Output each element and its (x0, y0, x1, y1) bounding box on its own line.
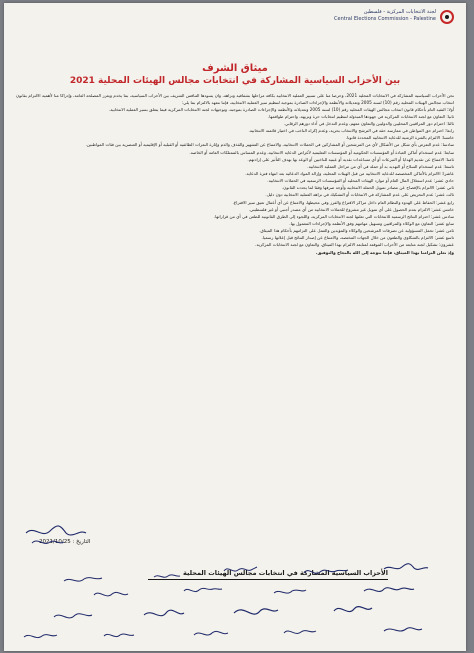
charter-item: أولا: التقيد التام بأحكام قانون انتخاب مجالس الهيئات المحلية رقم (10) لسنة 2005 وتعديلاته والأنظمة والإجراءات الصادرة بموجبه، وتوجيهات لجنة الانتخابات المركزية فيما يتعلق بسير العملية الانتخابية. (108, 106, 454, 112)
cec-logo-icon (440, 10, 454, 24)
signature (104, 634, 134, 637)
charter-item: رابع عشر: الحفاظ على الهدوء والنظام العام داخل مراكز الاقتراع والفرز وفي محيطها، والامتناع عن أي أعمال تعيق سير الاقتراع. (232, 199, 454, 205)
signature (54, 614, 92, 618)
charter-item: سابع عشر: التعاون مع الوكلاء والمراقبين وتسهيل مهامهم وفق الأنظمة والإجراءات المعمول بها. (289, 220, 454, 226)
charter-item: خامسا: الالتزام بالفترة الزمنية للدعاية الانتخابية المحددة قانونا. (345, 135, 454, 141)
date-value: 2021/10/25 (39, 539, 71, 545)
charter-item: تاسعا: عدم استخدام السلاح أو التهديد به أو حمله في أي من مراحل العملية الانتخابية. (307, 163, 454, 169)
signature (64, 578, 102, 582)
charter-body (16, 93, 454, 257)
charter-item: سادسا: عدم التعرض بأي شكل من الأشكال لأي من المرشحين أو المشاركين في الحملات الانتخابية، والامتناع عن التشهير والقذف والذم وإثارة النعرات الطائفية أو القبلية أو الإقليمية أو العنصرية بين فئات المواطنين. (85, 142, 454, 148)
signature (384, 628, 422, 631)
signature (154, 575, 180, 577)
charter-item: ثانيا: التعاون مع لجنة الانتخابات المركزية في جهودها المبذولة لتنظيم انتخابات حرة ونزيهة، واحترام طواقمها. (267, 113, 454, 119)
charter-item: سادس عشر: احترام النتائج الرسمية للانتخابات التي تعلنها لجنة الانتخابات المركزية، واللجوء إلى الطرق القانونية للطعن في أي من قراراتها. (213, 213, 454, 219)
signature (304, 570, 348, 573)
charter-item: عشرون: تشكيل لجنة متابعة من الأحزاب الموقعة لمتابعة الالتزام بهذا الميثاق، والتعاون مع لجنة الانتخابات المركزية. (255, 242, 454, 248)
signature (364, 588, 414, 592)
charter-item: سابعا: عدم استخدام أماكن العبادة أو المؤسسات الحكومية أو المؤسسات التعليمية لأغراض الدعاية الانتخابية، وعدم المساس بالممتلكات العامة أو الخاصة. (189, 149, 454, 155)
document-subtitle: بين الأحزاب السياسية المشاركة في انتخابات مجالس الهيئات المحلية 2021 (69, 76, 401, 86)
charter-item: خامس عشر: الالتزام بعدم الحصول على أي تمويل غير مشروع للحملات الانتخابية من أي مصدر أجنبي أو غير فلسطيني. (248, 206, 454, 212)
charter-item: ثالثا: احترام دور المراقبين المحليين والدوليين والتعاون معهم، وعدم التدخل في أداء دورهم الرقابي. (283, 120, 454, 126)
charter-item: ثامنا: الامتناع عن تقديم الهدايا أو التبرعات أو أي مساعدات نقدية أو عينية للناخبين أو الوعد بها بهدف التأثير على إرادتهم. (247, 156, 454, 162)
charter-item: عاشرا: الالتزام بالأماكن المخصصة للدعاية الانتخابية من قبل الهيئات المحلية، وإزالة المواد الدعائية بعد انتهاء فترة الدعاية. (245, 170, 454, 176)
signature (184, 588, 222, 591)
signature (334, 607, 372, 612)
document-title: ميثاق الشرف (202, 63, 268, 74)
signature (26, 526, 86, 535)
signature (224, 567, 257, 571)
signature (274, 590, 306, 593)
charter-item: ثامن عشر: تحمل المسؤولية عن تصرفات المرشحين والوكلاء والمؤيدين والعمل على التزامهم بأحكام هذا الميثاق. (259, 228, 454, 234)
charter-intro: نحن الأحزاب السياسية المشاركة في الانتخابات المحلية 2021، وحرصا منا على تسيير العملية الانتخابية بكافة مراحلها بشفافية ونزاهة، وان يسودها التنافس الشريف بين الأحزاب السياسية، بما يخدم ويعزز المصلحة العامة، وإدراكا منا لأهمية الالتزام بقانون انتخاب مجالس الهيئات المحلية رقم (10) لسنة 2005 وتعديلاته والأنظمة والإجراءات الصادرة بموجبه لتنظيم سير العملية الانتخابية، فإننا نتعهد بالالتزام بما يلي: (16, 93, 454, 105)
charter-item: ثالث عشر: عدم التحريض على عدم المشاركة في الانتخابات أو التشكيك في نزاهة العملية الانتخابية دون دليل. (265, 192, 454, 198)
signature (94, 592, 128, 596)
signature (194, 631, 228, 635)
charter-closing: وإذ نعلن التزامنا بهذا الميثاق، فإننا نتوجه إلى الله بالنجاح والتوفيق. (315, 249, 454, 255)
charter-document (4, 3, 466, 651)
charter-item: تاسع عشر: الالتزام بالشكاوى والطعون من خلال الجهات المختصة، والامتناع عن إصدار النتائج قبل إعلانها رسميا. (261, 235, 454, 241)
charter-item: رابعا: احترام حق المواطن في ممارسة حقه في الترشح والانتخاب بحرية، وعدم إكراه الناخب في اختيار قائمته الانتخابية. (248, 128, 454, 134)
date-label: التاريخ (76, 539, 91, 545)
org-name-arabic: لجنة الانتخابات المركزية - فلسطين (363, 9, 436, 15)
signature (284, 631, 316, 634)
signature (144, 610, 184, 616)
charter-item: حادي عشر: عدم استغلال المال العام أو موارد الهيئات المحلية أو المؤسسات الرسمية في الحملات الانتخابية. (267, 178, 454, 184)
signature (32, 541, 64, 543)
handwritten-signatures (4, 521, 466, 651)
signature (24, 635, 57, 638)
signatures-heading: الأحزاب السياسية المشاركة في انتخابات مجالس الهيئات المحلية (183, 569, 388, 577)
signature (234, 609, 278, 614)
charter-item: ثاني عشر: الالتزام بالإفصاح عن مصادر تمويل الحملة الانتخابية وأوجه صرفها وفقا لما يحدده القانون. (281, 185, 454, 191)
date-line: التاريخ : 2021/10/25 (39, 539, 91, 545)
signature (384, 564, 428, 570)
org-name-english: Central Elections Commission - Palestine (334, 16, 436, 22)
header-organization (276, 9, 436, 23)
